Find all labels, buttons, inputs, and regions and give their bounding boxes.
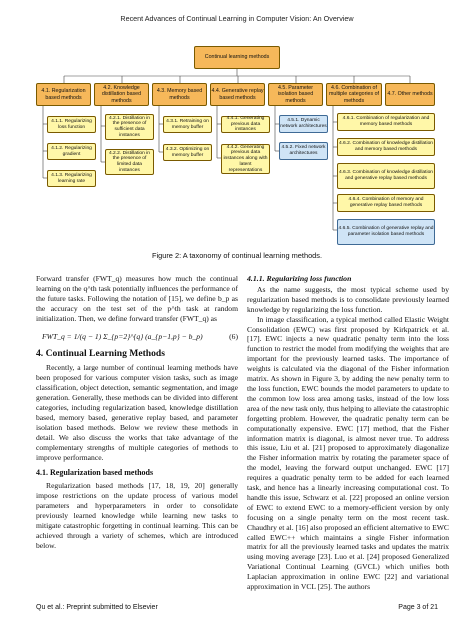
footer-citation bbox=[36, 604, 158, 611]
right-column bbox=[247, 274, 449, 592]
node-memory bbox=[152, 83, 207, 106]
node-label: 4.1.2. Regularizing gradient bbox=[51, 145, 92, 157]
node-label: 4.5.2. Fixed network architectures bbox=[281, 145, 326, 156]
regularization-intro-paragraph: Regularization based methods [17, 18, 19, 20] generally impose restrictions on the update process of various model parameters and hyperparameters in order to consolidate previously learned knowledge while learning new tasks to mitigate catastrophic forgetting in continual learning. This can be achieved through a variety of schemes, which are introduced below. bbox=[36, 481, 238, 550]
node-4-3-1 bbox=[163, 116, 212, 133]
node-label: 4.6.4. Combination of memory and generative replay based methods bbox=[348, 197, 424, 208]
node-4-2-2 bbox=[105, 149, 154, 175]
node-label: 4.6.2. Combination of knowledge distillation and memory based methods bbox=[338, 141, 434, 152]
node-4-6-3 bbox=[337, 163, 435, 189]
footer-page bbox=[398, 604, 438, 611]
node-generative bbox=[210, 83, 265, 106]
node-4-5-2 bbox=[279, 142, 328, 160]
forward-transfer-paragraph: Forward transfer (FWT_q) measures how much the continual learning on the q^th task potentially influences the performance of the future tasks. Following the notation of [15], we define b_p as the accuracy on the test set of the p^th task at random initialization. Then, we define forward transfer (FWT_q) as bbox=[36, 274, 238, 323]
node-label: 4.6.5. Combination of generative replay and parameter isolation based methods bbox=[338, 226, 434, 237]
node-label: 4.4.2. Generating previous data instances along with latent representations bbox=[223, 144, 268, 173]
page-number: Page 3 of 21 bbox=[398, 604, 438, 611]
node-root-label: Continual learning methods bbox=[204, 54, 270, 61]
node-4-3-2 bbox=[163, 144, 212, 161]
equation-6 bbox=[42, 332, 238, 342]
node-other bbox=[385, 83, 435, 106]
equation-body: FWT_q = 1/(q − 1) Σ_{p=2}^{q} (a_{p−1,p} − b_p) bbox=[42, 331, 203, 341]
node-4-1-2 bbox=[47, 143, 96, 160]
footer-left: Qu et al.: Preprint submitted to Elsevier bbox=[36, 604, 158, 611]
node-regularization bbox=[36, 83, 91, 106]
running-header: Recent Advances of Continual Learning in Computer Vision: An Overview bbox=[120, 14, 354, 23]
node-label: 4.2.2. Distillation in the presence of limited data instances bbox=[108, 150, 151, 173]
subsection-heading: 4.1. Regularization based methods bbox=[36, 468, 154, 478]
node-label: 4.3.2. Optimizing on memory buffer bbox=[165, 146, 210, 158]
node-label: 4.4. Generative replay based methods bbox=[211, 88, 264, 101]
node-4-5-1 bbox=[279, 115, 328, 133]
node-label: 4.3. Memory based methods bbox=[156, 88, 203, 101]
node-label: 4.1. Regularization based methods bbox=[41, 88, 86, 101]
node-combination bbox=[326, 83, 382, 106]
node-4-6-4 bbox=[337, 194, 435, 212]
node-4-4-1 bbox=[221, 116, 270, 133]
node-label: 4.5. Parameter isolation based methods bbox=[277, 85, 314, 104]
node-4-6-2 bbox=[337, 138, 435, 156]
section-intro-paragraph: Recently, a large number of continual learning methods have been proposed for various computer vision tasks, such as image classification, object detection, semantic segmentation, and image generation. Generally, these methods can be divided into different categories, including regularization based, knowledge distillation based, memory based, generative replay based, and parameter isolation based methods. Below we review these methods in detail. We also discuss the works that take advantage of the complementary strengths of multiple categories of methods to improve performance. bbox=[36, 363, 238, 462]
node-label: 4.3.1. Retraining on memory buffer bbox=[166, 118, 209, 130]
section-heading: 4. Continual Learning Methods bbox=[36, 348, 166, 360]
ewc-paragraph: In image classification, a typical method called Elastic Weight Consolidation (EWC) was first proposed by Kirkpatrick et al. [17]. EWC injects a new quadratic penalty term into the loss function to restrict the model from modifying the weights that are important for the previously learned tasks. The importance of weights is calculated via the diagonal of the Fisher information matrix. As shown in Figure 3, by adding the new penalty term to the loss function, EWC bounds the model parameters to update to the common low loss area among tasks, instead of the low loss area of the new task only, thus helping to alleviate the catastrophic forgetting problem. However, the quadratic penalty term can be computationally expensive. EWC [17] method, that the Fisher information matrix is diagonal, is almost never true. To address this issue, Liu et al. [21] proposed to approximately diagonalize the Fisher information matrix by rotating the parameter space of the model, leaving the forward output unchanged. EWC [17] requires a quadratic penalty term to be added for each learned task, and hence has a linearly increasing computational cost. To handle this issue, Schwarz et al. [22] proposed an online version of EWC to extend EWC to a memory-efficient version by only focusing on a single penalty term on the most recent task. Chaudhry et al. [16] also proposed an efficient alternative to EWC called EWC++ which maintains a single Fisher information matrix for all the previously learned tasks and updates the matrix using moving average [23]. Luo et al. [24] proposed Generalized Variational Continual Learning (GVCL) which unifies both Laplacian approximation in online EWC [22] and variational approximation in VCL [25]. The authors bbox=[247, 314, 449, 592]
node-label: 4.1.1. Regularizing loss function bbox=[51, 118, 92, 130]
figure-caption: Figure 2: A taxonomy of continual learning methods. bbox=[151, 251, 323, 260]
node-distillation bbox=[94, 83, 149, 106]
node-isolation bbox=[268, 83, 323, 106]
node-4-2-1 bbox=[105, 114, 154, 140]
node-label: 4.2. Knowledge distillation based methods bbox=[101, 85, 142, 104]
node-4-6-5 bbox=[337, 219, 435, 245]
node-4-1-1 bbox=[47, 116, 96, 133]
node-label: 4.6. Combination of multiple categories of methods bbox=[328, 85, 380, 104]
equation-number: (6) bbox=[229, 331, 238, 341]
left-column bbox=[36, 274, 238, 551]
node-root bbox=[194, 46, 280, 69]
node-label: 4.1.3. Regularizing learning rate bbox=[51, 172, 92, 184]
node-4-1-3 bbox=[47, 170, 96, 187]
loss-function-paragraph: As the name suggests, the most typical scheme used by regularization based methods is to consolidate previously learned knowledge by regularizing the loss function. bbox=[247, 284, 449, 314]
node-label: 4.6.3. Combination of knowledge distillation and generative replay based methods bbox=[338, 170, 434, 181]
node-label: 4.6.1. Combination of regularization and memory based methods bbox=[342, 116, 430, 127]
subsubsection-heading: 4.1.1. Regularizing loss function bbox=[247, 274, 352, 283]
node-label: 4.5.1. Dynamic network architectures bbox=[280, 118, 327, 129]
node-label: 4.4.1. Generating previous data instances bbox=[226, 115, 265, 133]
node-4-6-1 bbox=[337, 113, 435, 131]
node-label: 4.2.1. Distillation in the presence of sufficient data instances bbox=[108, 115, 151, 138]
node-4-4-2 bbox=[221, 144, 270, 174]
node-label: 4.7. Other methods bbox=[387, 91, 433, 98]
